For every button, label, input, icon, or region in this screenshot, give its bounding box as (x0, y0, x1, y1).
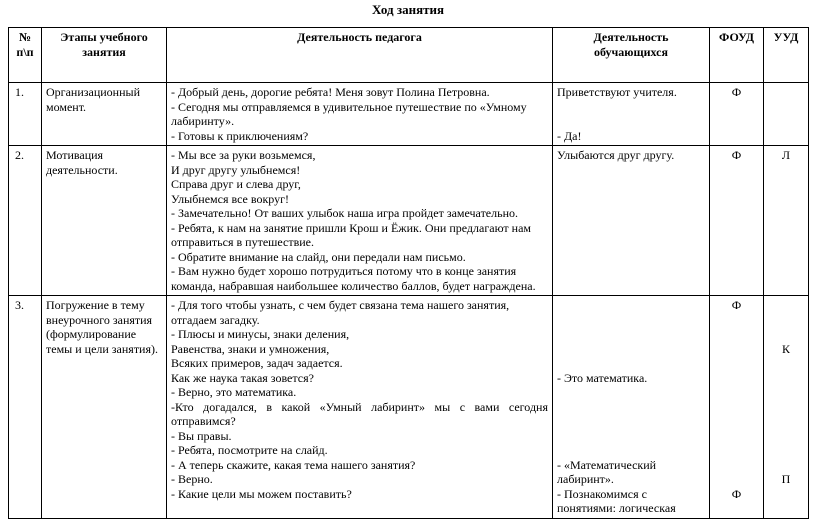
table-header-row (9, 28, 809, 83)
row-stage: Мотивация деятельности. (42, 146, 167, 296)
teacher-line: И друг другу улыбнемся! (171, 162, 301, 177)
row-number: 3. (9, 296, 42, 519)
table-row (9, 146, 809, 296)
teacher-line: - Вам нужно будет хорошо потрудиться потому что в конце занятия команда, набравшая наибольшее количество баллов, будет награждена. (171, 264, 536, 293)
foud-value: Ф (710, 83, 764, 146)
foud-value (710, 296, 764, 519)
teacher-activity (167, 83, 553, 146)
table-row (9, 83, 809, 146)
row-number: 1. (9, 83, 42, 146)
student-activity (553, 146, 710, 296)
teacher-activity (167, 296, 553, 519)
uud-mark: П (781, 472, 791, 486)
teacher-line: Всяких примеров, задач задается. (171, 356, 343, 370)
teacher-line: -Кто догадался, в какой «Умный лабиринт» мы с вами сегодня отправимся? (171, 399, 548, 428)
uud-value: Л (764, 146, 809, 296)
row-stage: Погружение в тему внеурочного занятия (формулирование темы и цели занятия). (42, 296, 167, 519)
student-line: Приветствуют учителя. (557, 85, 677, 99)
page-title: Ход занятия (371, 2, 445, 17)
foud-value: Ф (710, 146, 764, 296)
student-line: - Это математика. (557, 370, 648, 385)
teacher-line: - Замечательно! От ваших улыбок наша игра пройдет замечательно. (171, 206, 519, 220)
row-number: 2. (9, 146, 42, 296)
teacher-line: - Ребята, к нам на занятие пришли Крош и Ёжик. Они предлагают нам отправиться в путешествие. (171, 220, 531, 249)
teacher-line: - Для того чтобы узнать, с чем будет связана тема нашего занятия, отгадаем загадку. (171, 298, 510, 327)
teacher-activity (167, 146, 553, 296)
header-teacher-activity: Деятельность педагога (167, 28, 553, 83)
uud-value (764, 296, 809, 519)
student-activity (553, 296, 710, 519)
teacher-line: Улыбнемся все вокруг! (171, 191, 290, 206)
teacher-line: - Сегодня мы отправляемся в удивительное путешествие по «Умному лабиринту». (171, 99, 527, 128)
teacher-line: - Верно. (171, 472, 213, 486)
student-line: Улыбаются друг другу. (557, 148, 675, 162)
row-stage: Организационный момент. (42, 83, 167, 146)
teacher-line: - Готовы к приключениям? (171, 128, 309, 143)
teacher-line: - А теперь скажите, какая тема нашего занятия? (171, 457, 416, 472)
uud-value (764, 83, 809, 146)
foud-mark: Ф (731, 298, 742, 312)
header-student-activity: Деятельность обучающихся (553, 28, 710, 83)
header-number: № п\п (9, 28, 42, 83)
teacher-line: Справа друг и слева друг, (171, 177, 301, 191)
teacher-line: - Вы правы. (171, 428, 232, 443)
lesson-plan-table (8, 27, 809, 519)
teacher-line: Как же наука такая зовется? (171, 370, 314, 385)
teacher-line: - Верно, это математика. (171, 385, 297, 399)
teacher-line: - Добрый день, дорогие ребята! Меня зовут Полина Петровна. (171, 85, 490, 99)
student-activity (553, 83, 710, 146)
header-foud: ФОУД (710, 28, 764, 83)
student-line: - «Математический лабиринт». (557, 457, 657, 486)
teacher-line: - Мы все за руки возьмемся, (171, 148, 316, 162)
student-line: - Да! (557, 128, 582, 143)
teacher-line: - Ребята, посмотрите на слайд. (171, 443, 328, 457)
student-line: - Познакомимся с понятиями: логическая (557, 486, 676, 515)
foud-mark: Ф (731, 486, 742, 501)
uud-mark: К (781, 341, 790, 356)
teacher-line: - Какие цели мы можем поставить? (171, 486, 352, 501)
header-uud: УУД (764, 28, 809, 83)
teacher-line: Равенства, знаки и умножения, (171, 341, 330, 356)
teacher-line: - Плюсы и минусы, знаки деления, (171, 327, 350, 341)
table-row (9, 296, 809, 519)
header-stage: Этапы учебного занятия (42, 28, 167, 83)
teacher-line: - Обратите внимание на слайд, они передали нам письмо. (171, 249, 466, 264)
